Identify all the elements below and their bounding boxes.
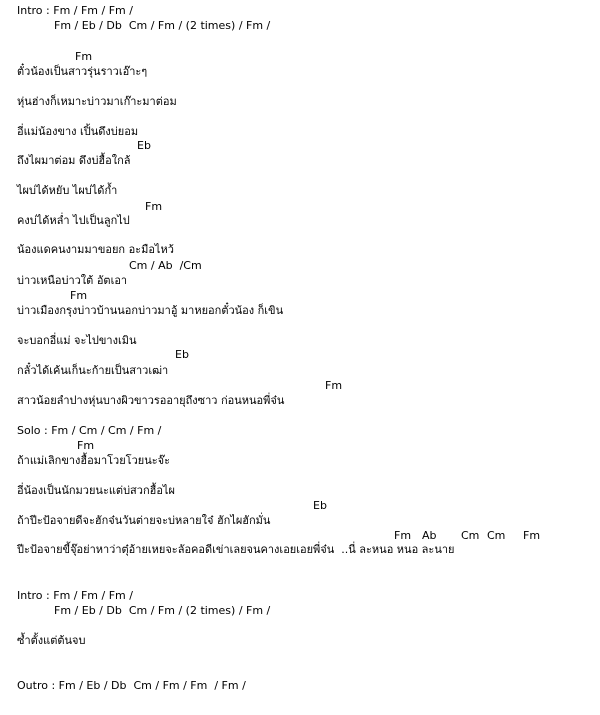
chord-label: Fm — [523, 529, 541, 542]
lyric-line: กลั๋วได้เค้นเก็นะก้ายเป็นสาวเฒ่า — [17, 364, 169, 377]
lyric-line: อี่น้องเป็นนักมวยนะแต่บ่สวกฮื้อไผ — [17, 484, 175, 497]
lyric-line: หุ่นฮ่างก็เหมาะบ่าวมาเก๊าะมาต่อม — [17, 95, 177, 108]
chord-label: Eb — [313, 499, 327, 512]
lyric-line: ถึงไผมาต่อม ดึงบ่ฮื้อใกล้ — [17, 154, 131, 167]
lyric-line: ถ้าแม่เลิกขางฮื้อมาโวยโวยนะจ๊ะ — [17, 454, 170, 467]
chord-row — [0, 529, 600, 543]
lyric-line: ปีะป้อจายขี้จุ๊อย่าหาว่าตุ๋อ้ายเหยจะลัอคอดีเข่าเลยจนคางเอยเอยพี่จ๋น ..นี่ ละหนอ หนอ ละนาย — [17, 543, 455, 556]
chord-label: Eb — [175, 348, 189, 361]
lyric-line: ไผบ่ได้หยับ ไผบ่ได้ก้ำ — [17, 184, 118, 197]
lyric-line: อี่แม่น้องขาง เปิ้นดึงบ่ยอม — [17, 125, 139, 138]
lyric-line: สาวน้อยลำปางหุ่นบางผิวขาวรออายุถึงซาว ก่อนหนอพี่จ๋น — [17, 394, 285, 407]
lyric-line: บ่าวเหนือบ่าวใต้ อัตเอา — [17, 274, 128, 287]
chord-label: Cm — [461, 529, 480, 542]
chord-label: Fm — [75, 50, 93, 63]
chord-label: Fm — [77, 439, 95, 452]
chord-label: Fm — [145, 200, 163, 213]
solo-line: Solo : Fm / Cm / Cm / Fm / — [17, 424, 162, 437]
chord-label: Cm / Ab /Cm — [129, 259, 202, 272]
intro-line-2: Fm / Eb / Db Cm / Fm / (2 times) / Fm / — [54, 604, 271, 617]
lyric-line: จะบอกอี่แม่ จะไปขางเมิน — [17, 334, 137, 347]
intro-line-1: Intro : Fm / Fm / Fm / — [17, 4, 133, 17]
chord-label: Fm — [325, 379, 343, 392]
intro-line-1: Intro : Fm / Fm / Fm / — [17, 589, 133, 602]
intro-line-2: Fm / Eb / Db Cm / Fm / (2 times) / Fm / — [54, 19, 271, 32]
chord-label: Cm — [487, 529, 506, 542]
chord-label: Eb — [137, 139, 151, 152]
lyric-line: ตั๋วน้องเป็นสาวรุ่นราวเอ๊าะๆ — [17, 65, 148, 78]
chord-label: Fm — [394, 529, 412, 542]
chord-label: Ab — [422, 529, 437, 542]
repeat-instruction: ซ้ำตั้งแต่ต้นจบ — [17, 634, 86, 647]
lyric-line: ถ้าปีะป้อจายดีจะฮักจ๋นวันต่ายจะบ่หลายใจ๋ ฮักไผฮักมั่น — [17, 514, 271, 527]
chord-label: Fm — [70, 289, 88, 302]
lyric-line: บ่าวเมืองกรุงบ่าวบ้านนอกบ่าวมาอู้ มาหยอกตั๋วน้อง ก็เขิน — [17, 304, 284, 317]
lyric-line: น้องแดคนงามมาขอยก อะมือไหว้ — [17, 243, 174, 256]
outro-line: Outro : Fm / Eb / Db Cm / Fm / Fm / Fm / — [17, 679, 246, 692]
lyric-line: คงบ่ได้หล่ำ ไปเป็นลูกไป — [17, 214, 130, 227]
